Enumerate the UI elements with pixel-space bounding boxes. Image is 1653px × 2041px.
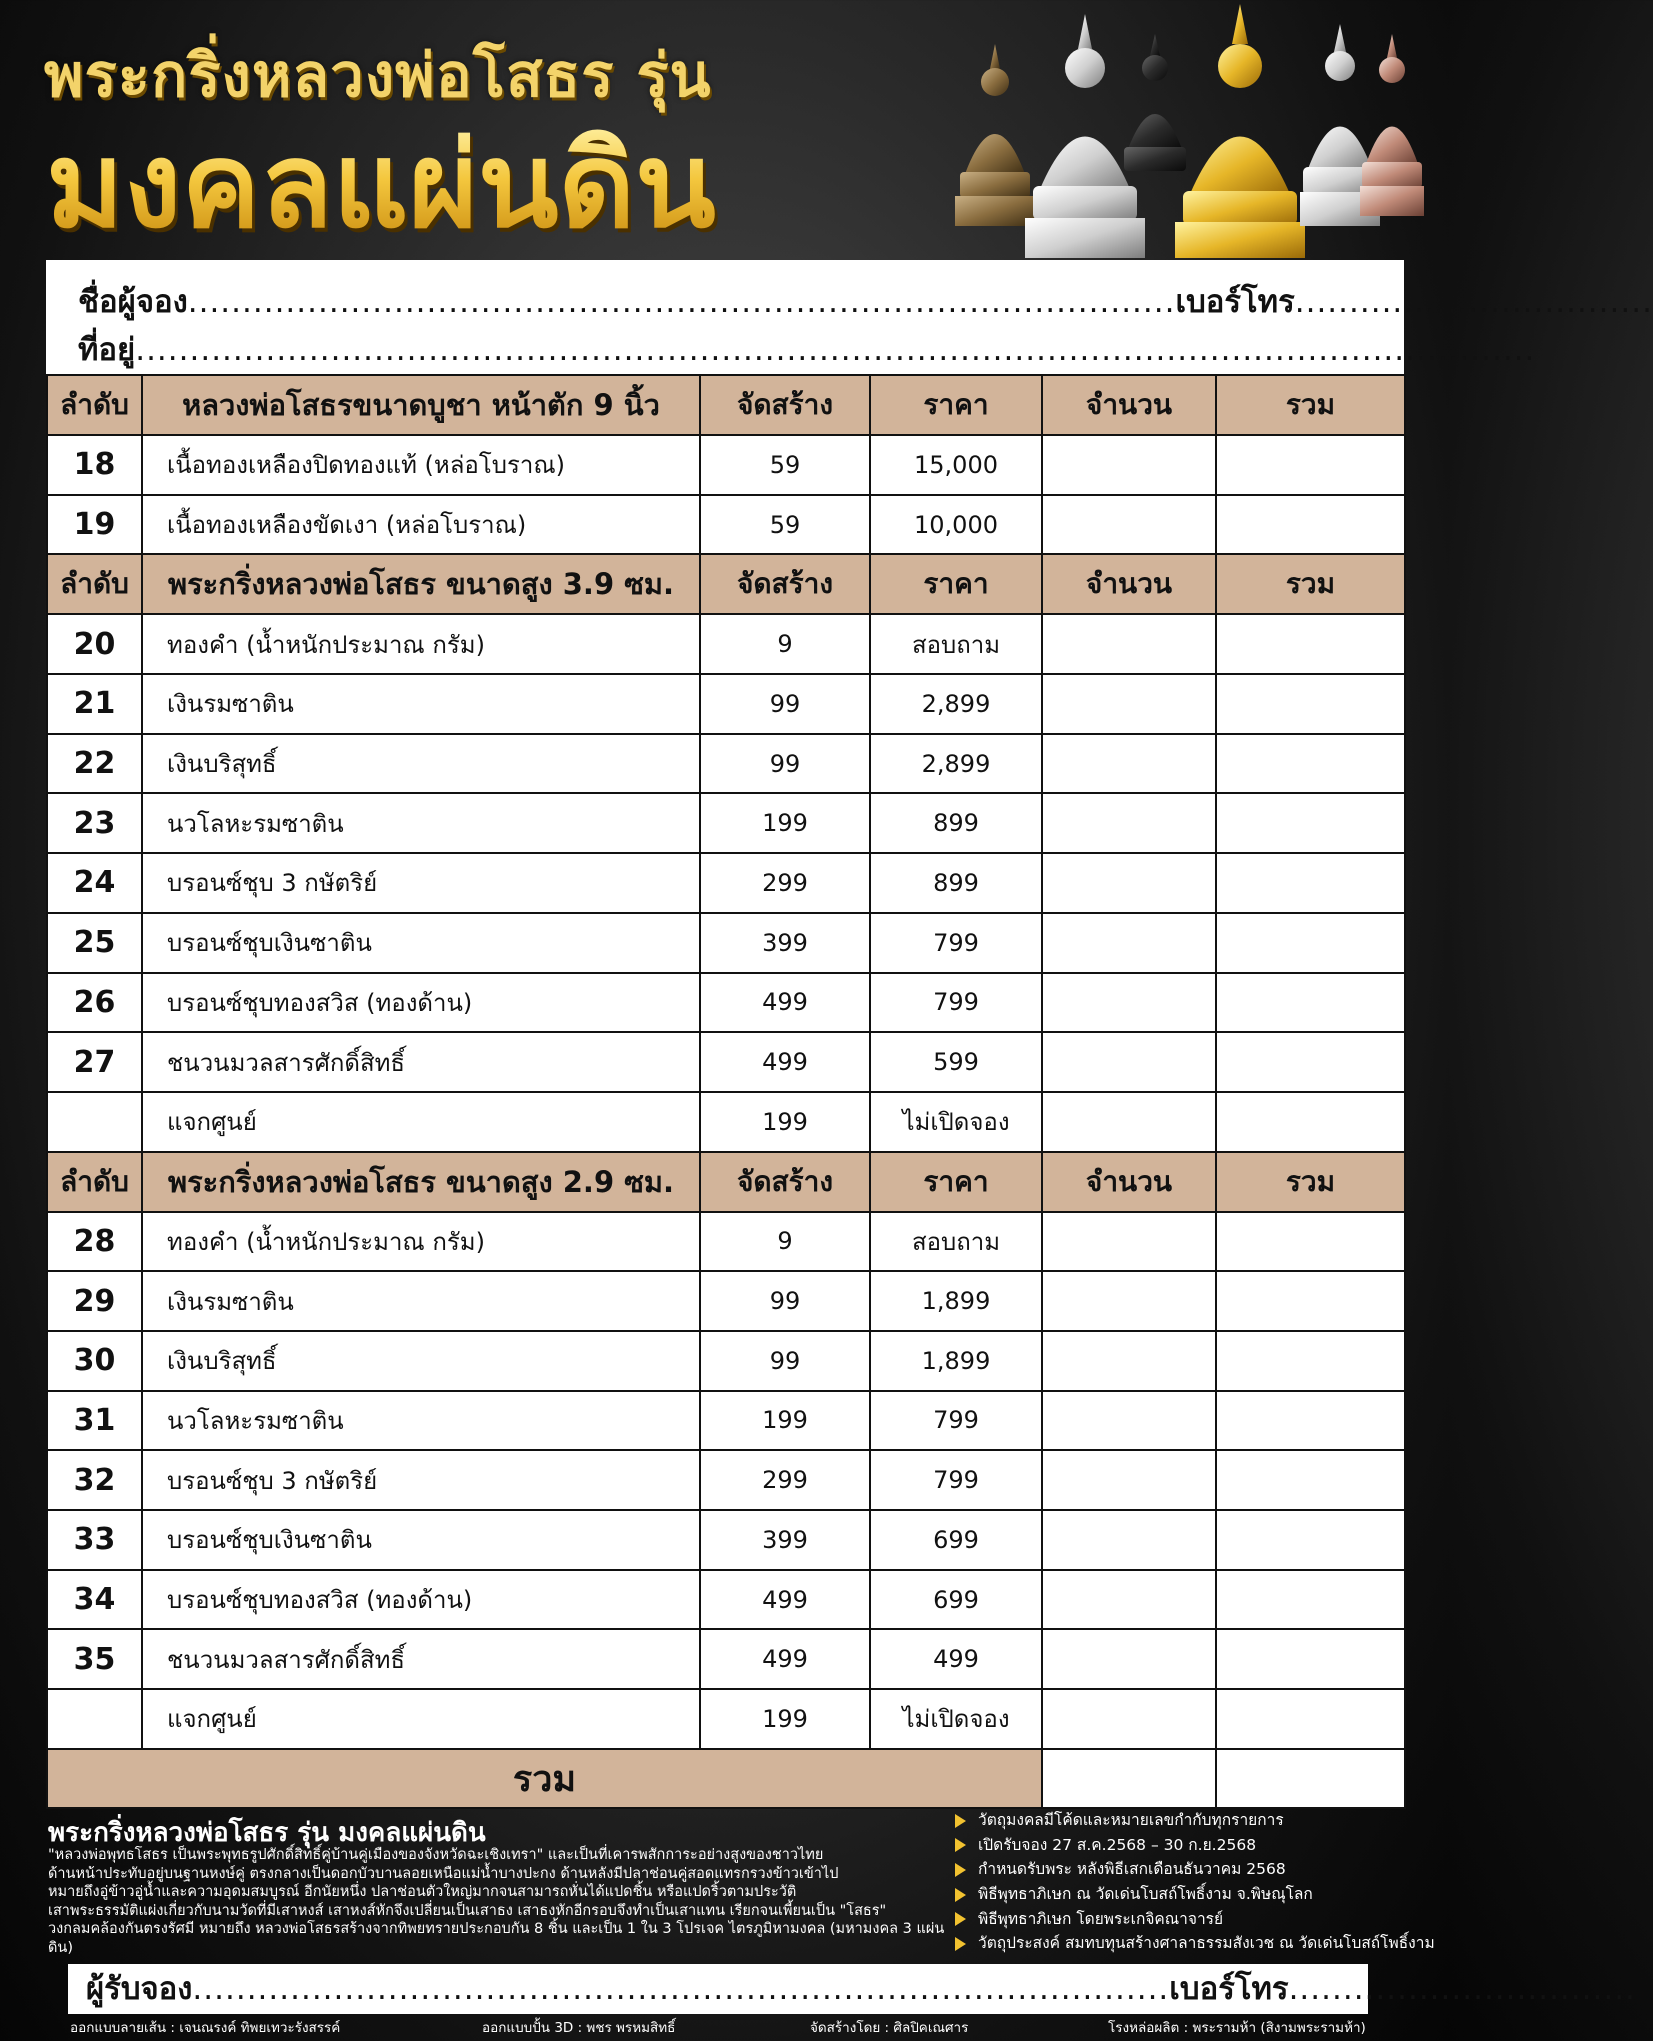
statue-gold-large <box>1175 4 1305 258</box>
sum-cell[interactable] <box>1216 973 1405 1033</box>
sum-cell[interactable] <box>1216 1092 1405 1152</box>
info-bullet: วัตถุประสงค์ สมทบทุนสร้างศาลาธรรมสังเวช ณ วัดเด่นโบสถ์โพธิ์งาม <box>955 1931 1425 1956</box>
col-header-quantity: จำนวน <box>1042 1152 1216 1212</box>
item-made-count: 59 <box>700 495 870 555</box>
col-header-made: จัดสร้าง <box>700 1152 870 1212</box>
sum-cell[interactable] <box>1216 495 1405 555</box>
info-bullets <box>955 1808 1435 1956</box>
col-header-sum: รวม <box>1216 375 1405 435</box>
triangle-bullet-icon <box>955 1888 966 1902</box>
item-number: 27 <box>47 1032 142 1092</box>
item-number: 33 <box>47 1510 142 1570</box>
credit-foundry: โรงหล่อผลิต : พระรามห้า (สิงามพระรามห้า) <box>1108 2020 1366 2036</box>
footer-desc-line: ด้านหน้าประทับอยู่บนฐานหงษ์คู่ ตรงกลางเป็นดอกบัวบานลอยเหนือแม่น้ำบางปะกง ด้านหลังมีปลาช่อนคู่สอดแทรกรวงข้าวเข้าไป <box>48 1865 839 1882</box>
table-row <box>47 973 1405 1033</box>
header <box>0 0 1448 262</box>
item-name: นวโลหะรมซาติน <box>142 1391 700 1451</box>
quantity-input-cell[interactable] <box>1042 1510 1216 1570</box>
item-number: 32 <box>47 1450 142 1510</box>
col-header-item: หลวงพ่อโสธรขนาดบูชา หน้าตัก 9 นิ้ว <box>142 375 700 435</box>
item-price: ไม่เปิดจอง <box>870 1092 1042 1152</box>
statue-black <box>1124 34 1186 171</box>
item-price: 699 <box>870 1570 1042 1630</box>
item-number: 22 <box>47 734 142 794</box>
col-header-price: ราคา <box>870 554 1042 614</box>
booker-phone-label: เบอร์โทร <box>1175 284 1295 320</box>
item-name: เนื้อทองเหลืองขัดเงา (หล่อโบราณ) <box>142 495 700 555</box>
total-quantity-cell[interactable] <box>1042 1749 1216 1809</box>
table-row <box>47 853 1405 913</box>
sum-cell[interactable] <box>1216 1032 1405 1092</box>
item-price: 899 <box>870 793 1042 853</box>
info-bullet: กำหนดรับพระ หลังพิธีเสกเดือนธันวาคม 2568 <box>955 1857 1425 1882</box>
item-made-count: 59 <box>700 435 870 495</box>
credit-3d: ออกแบบปั้น 3D : พชร พรหมสิทธิ์ <box>482 2020 676 2036</box>
item-name: เงินรมซาติน <box>142 674 700 734</box>
quantity-input-cell[interactable] <box>1042 674 1216 734</box>
item-price: ไม่เปิดจอง <box>870 1689 1042 1749</box>
quantity-input-cell[interactable] <box>1042 614 1216 674</box>
info-bullet: เปิดรับจอง 27 ส.ค.2568 – 30 ก.ย.2568 <box>955 1833 1425 1858</box>
table-row <box>47 1689 1405 1749</box>
sum-cell[interactable] <box>1216 1331 1405 1391</box>
item-made-count: 499 <box>700 973 870 1033</box>
table-row <box>47 674 1405 734</box>
col-header-item: พระกริ่งหลวงพ่อโสธร ขนาดสูง 3.9 ซม. <box>142 554 700 614</box>
item-number: 24 <box>47 853 142 913</box>
item-name: ทองคำ (น้ำหนักประมาณ กรัม) <box>142 614 700 674</box>
item-made-count: 399 <box>700 1510 870 1570</box>
col-header-made: จัดสร้าง <box>700 375 870 435</box>
quantity-input-cell[interactable] <box>1042 435 1216 495</box>
quantity-input-cell[interactable] <box>1042 853 1216 913</box>
item-number: 35 <box>47 1629 142 1689</box>
col-header-made: จัดสร้าง <box>700 554 870 614</box>
address-label: ที่อยู่ <box>78 332 136 368</box>
total-row <box>47 1749 1405 1809</box>
item-number: 30 <box>47 1331 142 1391</box>
item-made-count: 499 <box>700 1032 870 1092</box>
item-made-count: 199 <box>700 1689 870 1749</box>
section-header-row <box>47 375 1405 435</box>
triangle-bullet-icon <box>955 1838 966 1852</box>
quantity-input-cell[interactable] <box>1042 913 1216 973</box>
address-line[interactable] <box>78 324 1535 374</box>
table-row <box>47 1629 1405 1689</box>
triangle-bullet-icon <box>955 1814 966 1828</box>
info-bullet: วัตถุมงคลมีโค้ดและหมายเลขกำกับทุกรายการ <box>955 1808 1425 1833</box>
item-number <box>47 1689 142 1749</box>
item-price: สอบถาม <box>870 614 1042 674</box>
order-table <box>46 374 1406 1809</box>
table-row <box>47 614 1405 674</box>
info-bullet: พิธีพุทธาภิเษก โดยพระเกจิคณาจารย์ <box>955 1907 1425 1932</box>
quantity-input-cell[interactable] <box>1042 1331 1216 1391</box>
table-row <box>47 1092 1405 1152</box>
total-label: รวม <box>47 1749 1042 1809</box>
statue-pink <box>1360 34 1424 216</box>
item-made-count: 499 <box>700 1629 870 1689</box>
sum-cell[interactable] <box>1216 674 1405 734</box>
item-made-count: 499 <box>700 1570 870 1630</box>
col-header-no: ลำดับ <box>47 375 142 435</box>
item-name: นวโลหะรมซาติน <box>142 793 700 853</box>
sum-cell[interactable] <box>1216 1510 1405 1570</box>
item-name: เงินบริสุทธิ์ <box>142 1331 700 1391</box>
col-header-price: ราคา <box>870 1152 1042 1212</box>
sum-cell[interactable] <box>1216 913 1405 973</box>
sum-cell[interactable] <box>1216 853 1405 913</box>
receiver-phone-label: เบอร์โทร <box>1169 1971 1289 2007</box>
sum-cell[interactable] <box>1216 1450 1405 1510</box>
footer-title: พระกริ่งหลวงพ่อโสธร รุ่น มงคลแผ่นดิน <box>48 1818 486 1848</box>
item-number: 23 <box>47 793 142 853</box>
table-row <box>47 435 1405 495</box>
statue-bronze <box>955 44 1035 226</box>
quantity-input-cell[interactable] <box>1042 1212 1216 1272</box>
item-price: 499 <box>870 1629 1042 1689</box>
item-made-count: 199 <box>700 1391 870 1451</box>
quantity-input-cell[interactable] <box>1042 1032 1216 1092</box>
item-price: 1,899 <box>870 1271 1042 1331</box>
sum-cell[interactable] <box>1216 1629 1405 1689</box>
item-made-count: 99 <box>700 1331 870 1391</box>
table-row <box>47 1391 1405 1451</box>
item-number: 29 <box>47 1271 142 1331</box>
item-made-count: 99 <box>700 734 870 794</box>
sum-cell[interactable] <box>1216 1570 1405 1630</box>
item-made-count: 299 <box>700 853 870 913</box>
item-name: เงินรมซาติน <box>142 1271 700 1331</box>
item-price: 799 <box>870 1450 1042 1510</box>
col-header-price: ราคา <box>870 375 1042 435</box>
item-number: 26 <box>47 973 142 1033</box>
item-name: บรอนซ์ชุบทองสวิส (ทองด้าน) <box>142 1570 700 1630</box>
item-price: สอบถาม <box>870 1212 1042 1272</box>
table-row <box>47 1032 1405 1092</box>
quantity-input-cell[interactable] <box>1042 1629 1216 1689</box>
address-field[interactable]: ................................................................................................................................. <box>135 332 1536 368</box>
sum-cell[interactable] <box>1216 1391 1405 1451</box>
quantity-input-cell[interactable] <box>1042 1570 1216 1630</box>
section-header-row <box>47 1152 1405 1212</box>
receiver-name-field[interactable]: .......................................................................................... <box>192 1971 1170 2007</box>
item-made-count: 9 <box>700 1212 870 1272</box>
item-made-count: 99 <box>700 1271 870 1331</box>
col-header-quantity: จำนวน <box>1042 554 1216 614</box>
section-header-row <box>47 554 1405 614</box>
item-made-count: 199 <box>700 793 870 853</box>
item-number: 28 <box>47 1212 142 1272</box>
booker-phone-field[interactable]: ................................. <box>1294 284 1653 320</box>
item-made-count: 399 <box>700 913 870 973</box>
buddha-statues-image <box>945 4 1425 260</box>
item-number: 18 <box>47 435 142 495</box>
sum-cell[interactable] <box>1216 793 1405 853</box>
info-bullet: พิธีพุทธาภิเษก ณ วัดเด่นโบสถ์โพธิ์งาม จ.พิษณุโลก <box>955 1882 1425 1907</box>
item-name: บรอนซ์ชุบ 3 กษัตริย์ <box>142 853 700 913</box>
footer-description <box>48 1846 948 1958</box>
credits <box>0 2016 1448 2038</box>
item-name: บรอนซ์ชุบ 3 กษัตริย์ <box>142 1450 700 1510</box>
item-price: 899 <box>870 853 1042 913</box>
item-made-count: 299 <box>700 1450 870 1510</box>
item-name: บรอนซ์ชุบทองสวิส (ทองด้าน) <box>142 973 700 1033</box>
quantity-input-cell[interactable] <box>1042 1391 1216 1451</box>
item-price: 1,899 <box>870 1331 1042 1391</box>
sum-cell[interactable] <box>1216 1689 1405 1749</box>
col-header-sum: รวม <box>1216 1152 1405 1212</box>
footer-desc-line: เสาพระธรรมัติแผ่งเกี่ยวกับนามวัดที่มีเสาหงส์ เสาหงส์หักจึงเปลี่ยนเป็นเสาธง เสาธงหักอีกรอบจึงทำเป็นเสาแทน เรียกจนเพี้ยนเป็น "โสธร" <box>48 1902 887 1919</box>
item-price: 799 <box>870 973 1042 1033</box>
quantity-input-cell[interactable] <box>1042 1271 1216 1331</box>
table-row <box>47 793 1405 853</box>
quantity-input-cell[interactable] <box>1042 973 1216 1033</box>
table-row <box>47 1510 1405 1570</box>
col-header-item: พระกริ่งหลวงพ่อโสธร ขนาดสูง 2.9 ซม. <box>142 1152 700 1212</box>
quantity-input-cell[interactable] <box>1042 1689 1216 1749</box>
item-name: เงินบริสุทธิ์ <box>142 734 700 794</box>
item-made-count: 9 <box>700 614 870 674</box>
col-header-no: ลำดับ <box>47 1152 142 1212</box>
quantity-input-cell[interactable] <box>1042 734 1216 794</box>
receiver-label: ผู้รับจอง <box>86 1971 193 2007</box>
quantity-input-cell[interactable] <box>1042 793 1216 853</box>
table-row <box>47 1271 1405 1331</box>
item-price: 2,899 <box>870 674 1042 734</box>
footer-desc-line: วงกลมคล้องกันตรงรัศมี หมายถึง หลวงพ่อโสธรสร้างจากทิพยทรายประกอบกัน 8 ชิ้น และเป็น 1 ใน 3 โปรเจค ไตรภูมิหามงคล (มหามงคล 3 แผ่นดิน) <box>48 1921 945 1956</box>
item-name: แจกศูนย์ <box>142 1689 700 1749</box>
sum-cell[interactable] <box>1216 1212 1405 1272</box>
item-made-count: 99 <box>700 674 870 734</box>
triangle-bullet-icon <box>955 1912 966 1926</box>
sum-cell[interactable] <box>1216 435 1405 495</box>
credit-design: ออกแบบลายเส้น : เจนณรงค์ ทิพยเทวะรังสรรค์ <box>70 2020 341 2036</box>
item-number: 19 <box>47 495 142 555</box>
table-row <box>47 1212 1405 1272</box>
item-name: บรอนซ์ชุบเงินซาติน <box>142 913 700 973</box>
booker-name-field[interactable]: ........................................................................................... <box>187 284 1176 320</box>
item-price: 599 <box>870 1032 1042 1092</box>
sum-cell[interactable] <box>1216 734 1405 794</box>
item-price: 15,000 <box>870 435 1042 495</box>
item-name: เนื้อทองเหลืองปิดทองแท้ (หล่อโบราณ) <box>142 435 700 495</box>
item-number: 31 <box>47 1391 142 1451</box>
sum-cell[interactable] <box>1216 1271 1405 1331</box>
item-name: บรอนซ์ชุบเงินซาติน <box>142 1510 700 1570</box>
booker-name-label: ชื่อผู้จอง <box>78 284 188 320</box>
total-sum-cell[interactable] <box>1216 1749 1405 1809</box>
col-header-sum: รวม <box>1216 554 1405 614</box>
triangle-bullet-icon <box>955 1863 966 1877</box>
title-line-1: พระกริ่งหลวงพ่อโสธร รุ่น <box>44 41 712 111</box>
item-name: ทองคำ (น้ำหนักประมาณ กรัม) <box>142 1212 700 1272</box>
item-price: 699 <box>870 1510 1042 1570</box>
item-price: 799 <box>870 1391 1042 1451</box>
item-number: 21 <box>47 674 142 734</box>
item-number: 20 <box>47 614 142 674</box>
item-price: 799 <box>870 913 1042 973</box>
footer-desc-line: หมายถึงอู่ข้าวอู่น้ำและความอุดมสมบูรณ์ อีกนัยหนึ่ง ปลาช่อนตัวใหญ่มากจนสามารถหั่นได้แปดชิ้น หรือแปดริ้วตามประวัติ <box>48 1884 797 1901</box>
item-price: 2,899 <box>870 734 1042 794</box>
receiver-phone-field[interactable]: ................................ <box>1288 1971 1636 2007</box>
booker-name-line[interactable] <box>78 276 1653 326</box>
col-header-quantity: จำนวน <box>1042 375 1216 435</box>
table-row <box>47 913 1405 973</box>
quantity-input-cell[interactable] <box>1042 1092 1216 1152</box>
quantity-input-cell[interactable] <box>1042 495 1216 555</box>
table-row <box>47 1331 1405 1391</box>
statue-silver-large <box>1025 14 1145 258</box>
footer-desc-line: "หลวงพ่อพุทธโสธร เป็นพระพุทธรูปศักดิ์สิทธิ์คู่บ้านคู่เมืองของจังหวัดฉะเชิงเทรา" และเป็นที่เคารพสักการะอย่างสูงของชาวไทย <box>48 1847 824 1863</box>
triangle-bullet-icon <box>955 1937 966 1951</box>
item-made-count: 199 <box>700 1092 870 1152</box>
table-row <box>47 734 1405 794</box>
item-number: 25 <box>47 913 142 973</box>
table-row <box>47 1450 1405 1510</box>
item-price: 10,000 <box>870 495 1042 555</box>
table-row <box>47 1570 1405 1630</box>
quantity-input-cell[interactable] <box>1042 1450 1216 1510</box>
credit-producer: จัดสร้างโดย : ศิลปิคเณศาร <box>810 2020 969 2036</box>
sum-cell[interactable] <box>1216 614 1405 674</box>
table-row <box>47 495 1405 555</box>
col-header-no: ลำดับ <box>47 554 142 614</box>
title-line-2: มงคลแผ่นดิน <box>46 115 716 254</box>
booking-form <box>46 260 1653 374</box>
item-name: ชนวนมวลสารศักดิ์สิทธิ์ <box>142 1629 700 1689</box>
item-number <box>47 1092 142 1152</box>
item-number: 34 <box>47 1570 142 1630</box>
item-name: แจกศูนย์ <box>142 1092 700 1152</box>
item-name: ชนวนมวลสารศักดิ์สิทธิ์ <box>142 1032 700 1092</box>
receiver-line[interactable] <box>68 1964 1636 2014</box>
